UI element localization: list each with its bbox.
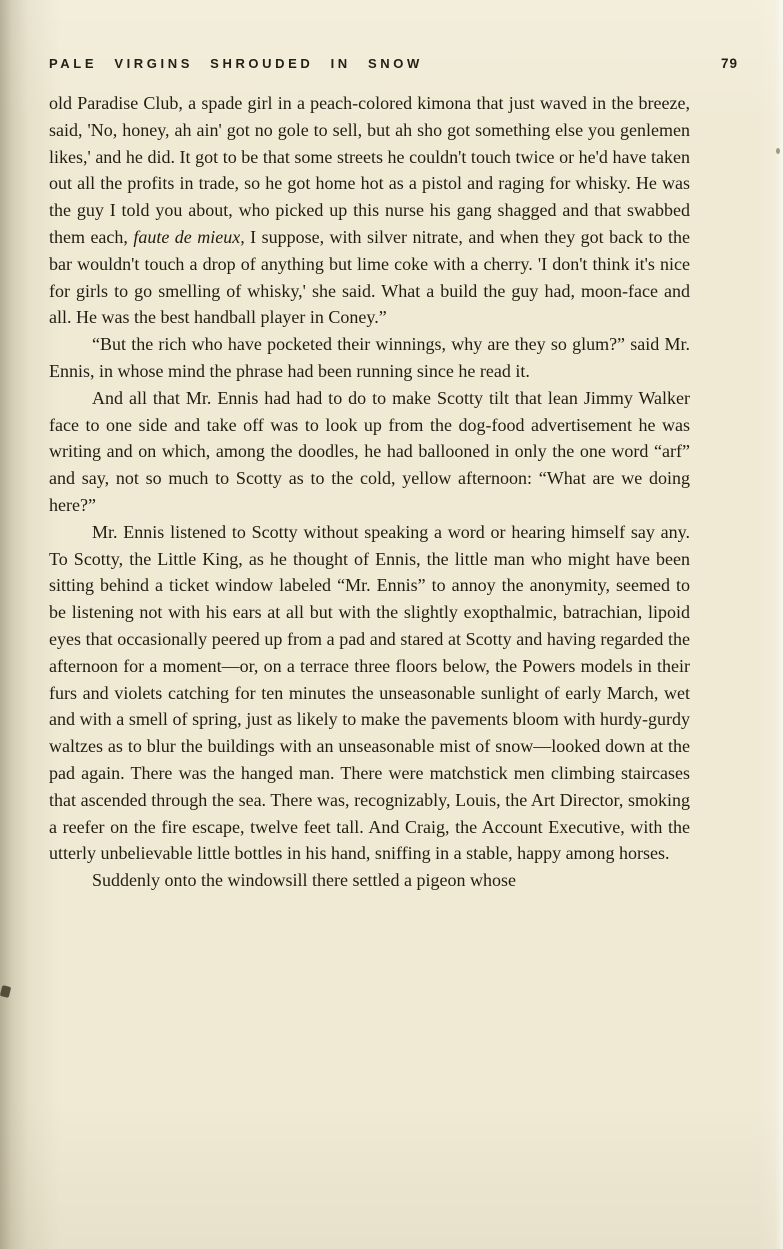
running-head-title: PALE VIRGINS SHROUDED IN SNOW: [49, 56, 423, 71]
paragraph-text: I suppose, with silver nitrate, and when they got back to the bar wouldn't touch a drop of anything but lime coke with a cherry. 'I don't think it's nice for girls to go smelling of whisky,' she said. What a build the guy had, moon-face and all. He was the best handball player in Coney.”: [49, 226, 690, 328]
paragraph: Mr. Ennis listened to Scotty without speaking a word or hearing himself say any. To Scotty, the Little King, as he thought of Ennis, the little man who might have been sitting behind a ticket window labeled “Mr. Ennis” to annoy the anonymity, seemed to be listening not with his ears at all but with the slightly exopthalmic, batrachian, lipoid eyes that occasionally peered up from a pad and stared at Scotty and having regarded the afternoon for a moment—or, on a terrace three floors below, the Powers models in their furs and violets catching for ten minutes the unseasonable sunlight of early March, wet and with a smell of spring, just as likely to make the pavements bloom with hurdy-gurdy waltzes as to blur the buildings with an unseasonable mist of snow—looked down at the pad again. There was the hanged man. There were matchstick men climbing staircases that ascended through the sea. There was, recognizably, Louis, the Art Director, smoking a reefer on the fire escape, twelve feet tall. And Craig, the Account Executive, with the utterly unbelievable little bottles in his hand, sniffing in a stable, happy among horses.: [49, 521, 690, 864]
paragraph: And all that Mr. Ennis had had to do to make Scotty tilt that lean Jimmy Walker face to one side and take off was to look up from the dog-food advertisement he was writing and on which, among the doodles, he had ballooned in only the one word “arf” and say, not so much to Scotty as to the cold, yellow afternoon: “What are we doing here?”: [49, 387, 690, 515]
page-number: 79: [720, 56, 738, 71]
paragraph-continuation: [49, 90, 690, 331]
scan-speck: [776, 148, 780, 154]
paragraph: “But the rich who have pocketed their winnings, why are they so glum?” said Mr. Ennis, in whose mind the phrase had been running since he read it.: [49, 334, 690, 381]
page-edge-ink-mark: [0, 985, 11, 998]
italic-phrase: faute de mieux,: [133, 226, 245, 247]
paragraph: Suddenly onto the windowsill there settled a pigeon whose: [92, 870, 516, 891]
running-head: [49, 56, 738, 71]
paragraph-text: old Paradise Club, a spade girl in a peach-colored kimona that just waved in the breeze, said, 'No, honey, ah ain' got no gole to sell, but ah sho got something else you genlemen likes,' and he did. It got to be that some streets he couldn't touch twice or he'd have taken out all the profits in trade, so he got home hot as a pistol and raging for whisky. He was the guy I told you about, who picked up this nurse his gang shagged and that swabbed them each,: [49, 93, 690, 247]
text-block: [49, 90, 690, 894]
